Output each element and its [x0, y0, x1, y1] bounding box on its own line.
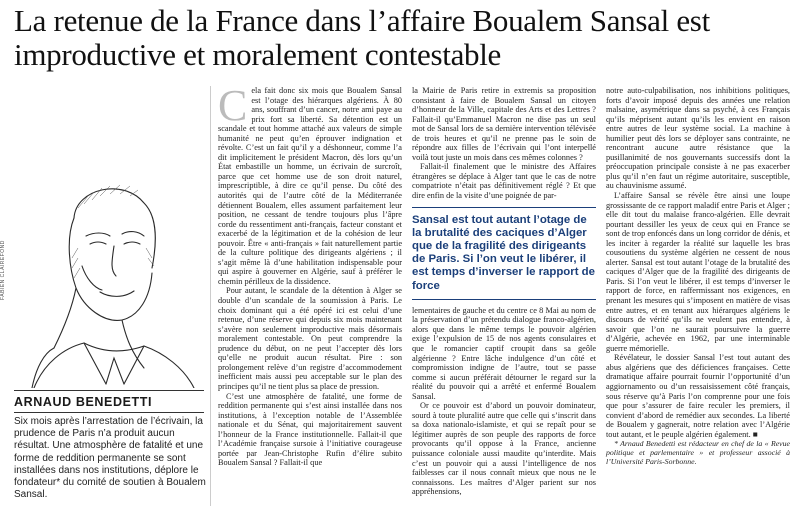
author-bio: * Arnaud Benedetti est rédacteur en chef de la « Revue politique et parlementaire » et professeur associé à l’Université Paris-Sorbonne. — [606, 439, 790, 467]
paragraph: C’est une atmosphère de fatalité, une forme de reddition permanente qui s’est ainsi installée dans nos institutions, à l’exception notable de l’Assemblée nationale et du Sénat, qui majoritairement sauvent l’honneur de la France institutionnelle. Fallait-il que l’Académie française sursoie à l’initiative courageuse portée par Jean-Christophe Rufin d’élire subito Boualem Sansal ? Fallait-il que — [218, 391, 402, 468]
paragraph: Révélateur, le dossier Sansal l’est tout autant des abus algériens que des déficiences françaises. Cette dramatique affaire pourrait fournir l’opportunité d’un aggiornamento ou d’un ressaisissement côté français, sous réserve qu’à Paris l’on comprenne pour une fois que pour s’assurer de faire reculer les premiers, il convient d’abord de remédier aux secondes. La liberté de Boualem y gagnerait, notre relation avec l’Algérie tout autant, et le peuple algérien également. ■ — [606, 353, 790, 439]
article-column-1 — [218, 81, 402, 468]
paragraph: Cela fait donc six mois que Boualem Sansal est l’otage des hiérarques algériens. À 80 ans, souffrant d’un cancer, notre ami paye au prix fort sa liberté. Sa détention est un scandale et tout homme attaché aux valeurs de simple humanité ne peut qu’en éprouver indignation et révolte. C’est un fait qu’il y a déshonneur, comme l’a dit implicitement le président Macron, dès lors qu’un État embastille un homme, un écrivain de surcroît, parce que cet homme use de son droit naturel, imprescriptible, à dire ce qu’il pense. Du côté des autorités qui de l’autre côté de la Méditerranée détiennent Boualem, elles assument parfaitement leur position, ne cessant de tendre toujours plus l’âpre corde du ressentiment anti-français, facteur constant et exacerbé de la légitimation et de la cohésion de leur pouvoir. Être « anti-français » fait naturellement partie de la culture politique des dirigeants algériens ; il s’agit même là d’une habilitation indispensable pour qui aspire à gouverner en Algérie, sauf à préférer le chemin périlleux de la dissidence. — [218, 81, 402, 286]
paragraph: notre auto-culpabilisation, nos inhibitions politiques, forts d’avoir imposé depuis des années une relation malsaine, asymétrique dans sa psyché, à ces Français qu’ils méprisent autant qu’ils les envient en raison entre autres de leur système social. La machine à humilier peut dès lors se déployer sans contrainte, ne rencontrant aucune autre résistance que la pusillanimité de nos gouvernants successifs dont la préoccupation principale consiste à ne pas exacerber plus qu’il n’en faut un régime autoritaire, susceptible, au chauvinisme assumé. — [606, 86, 790, 191]
paragraph: L’affaire Sansal se révèle être ainsi une loupe grossissante de ce rapport maladif entre Paris et Alger ; elle dit tout du malaise franco-algérien. Elle devrait pourtant dessiller les yeux de ceux qui en France se sont de trop enfoncés dans un long corridor de dénis, et les inciter à regarder la réalité sur laquelle les bras cousoutiens du système algérien ne cessent de nous alerter. Sansal est tout autant l’otage de la brutalité des caciques d’Alger que de la fragilité des dirigeants de Paris. Si l’on veut le libérer, il est temps d’inverser le rapport de force, en raffermissant nos exigences, en prenant les mesures qui s’imposent en matière de visas entre autres, et en tenant aux hiérarques algériens le discours de vérité qu’ils ne veulent pas entendre, à savoir que l’on ne saurait poursuivre la guerre d’Algérie, achevée en 1962, par une interminable guerre mémorielle. — [606, 191, 790, 353]
paragraph: la Mairie de Paris retire in extremis sa proposition consistant à faire de Boualem Sansal un citoyen d’honneur de la Ville, capitale des Arts et des Lettres ? Fallait-il qu’Emmanuel Macron ne dise pas un seul mot de Sansal lors de sa dernière intervention télévisée de trois heures et qu’il ne prenne pas le soin de répondre aux filles de l’écrivain qui l’ont interpellé voilà tout juste un mois dans ces mêmes colonnes ? — [412, 86, 596, 162]
photo-credit: FABIEN CLAIREFOND — [0, 240, 6, 300]
paragraph: Or ce pouvoir est d’abord un pouvoir dominateur, sourd à toute pluralité autre que celle qui s’inscrit dans sa doxa nationalo-islamiste, et qui se repaît pour se légitimer auprès de son peuple des rapports de force provocants qu’il oppose à la France, ancienne puissance coloniale aussi maudite qu’interdite. Mais c’est un pouvoir qui a aussi l’intelligence de nos faiblesses car il nous connaît mieux que nous ne le connaissons. Les maîtres d’Alger parient sur nos appréhensions, — [412, 401, 596, 497]
headline: La retenue de la France dans l’affaire Boualem Sansal est improductive et moralement contestable — [14, 3, 710, 72]
author-portrait — [14, 148, 200, 388]
paragraph: lementaires de gauche et du centre ce 8 Mai au nom de la préservation d’un prétendu dialogue franco-algérien, alors que dans le même temps le pouvoir algérien exige l’expulsion de 15 de nos agents consulaires et que le romancier captif croupit dans sa geôle algérienne ? Entre lâche indulgence d’un côté et compromission indigne de l’autre, tout se passe comme si aucun préférait détourner le regard sur la réalité du pouvoir qui a arrêté et enfermé Boualem Sansal. — [412, 305, 596, 401]
pull-quote: Sansal est tout autant l’otage de la brutalité des caciques d’Alger que de la fragilité des dirigeants de Paris. Si l’on veut le libérer, il est temps d’inverser le rapport de force — [412, 207, 596, 300]
column-divider — [210, 86, 211, 506]
article-column-3 — [606, 86, 790, 466]
article-summary: Six mois après l’arrestation de l’écrivain, la prudence de Paris n’a produit aucun résultat. Une atmosphère de fatalité et une forme de reddition permanente se sont installées dans nos institutions, déplore le fondateur* du comité de soutien à Boualem Sansal. — [14, 416, 206, 501]
author-name: ARNAUD BENEDETTI — [14, 390, 204, 413]
paragraph: Pour autant, le scandale de la détention à Alger se double d’un scandale de la soumission à Paris. Le choix dominant qui a été opéré ici est celui d’une retenue, d’une réserve qui depuis six mois maintenant s’avère non seulement improductive mais désormais moralement contestable. On peut comprendre la prudence du début, on ne peut l’accepter dès lors qu’elle ne produit aucun résultat. Pire : son prolongement relève d’un registre d’accommodement inefficient mais aussi peu acceptable sur le plan des principes qu’il ne tient plus sa place de pression. — [218, 286, 402, 391]
article-column-2 — [412, 86, 596, 497]
dropcap: C — [218, 81, 248, 130]
paragraph: Fallait-il finalement que le ministre des Affaires étrangères se déplace à Alger tant que le cas de notre compatriote n’était pas définitivement réglé ? Et que dire enfin de la visite d’une poignée de par- — [412, 162, 596, 201]
